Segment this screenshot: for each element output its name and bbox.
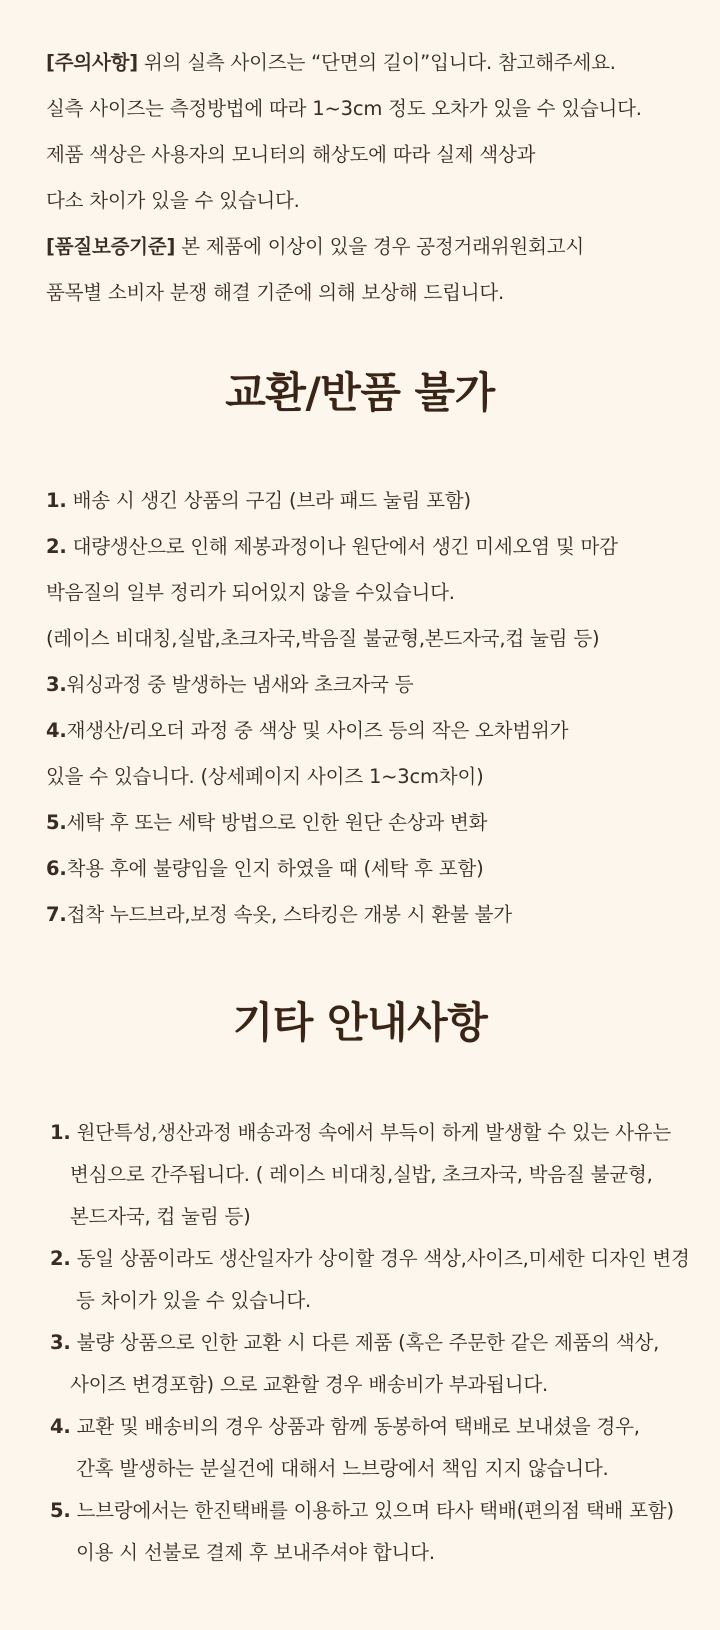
etc-item-5-line-2: 이용 시 선불로 결제 후 보내주셔야 합니다. <box>76 1541 435 1564</box>
etc-item-1-line-2: 변심으로 간주됩니다. ( 레이스 비대칭,실밥, 초크자국, 박음질 불균형, <box>70 1163 653 1186</box>
etc-item-2: 2. 동일 상품이라도 생산일자가 상이할 경우 색상,사이즈,미세한 디자인 변경 <box>50 1247 690 1270</box>
no-return-item-7: 7.접착 누드브라,보정 속옷, 스타킹은 개봉 시 환불 불가 <box>46 903 512 926</box>
no-return-item-2-line-2: 박음질의 일부 정리가 되어있지 않을 수있습니다. <box>46 581 455 604</box>
caution-label: [주의사항] <box>46 51 138 74</box>
etc-item-5: 5. 느브랑에서는 한진택배를 이용하고 있으며 타사 택배(편의점 택배 포함) <box>50 1499 674 1522</box>
etc-item-3: 3. 불량 상품으로 인한 교환 시 다른 제품 (혹은 주문한 같은 제품의 색상, <box>50 1331 660 1354</box>
etc-item-4-line-2: 간혹 발생하는 분실건에 대해서 느브랑에서 책임 지지 않습니다. <box>76 1457 609 1480</box>
caution-text: 위의 실측 사이즈는 “단면의 길이”입니다. 참고해주세요. <box>137 51 616 74</box>
etc-item-2-line-2: 등 차이가 있을 수 있습니다. <box>76 1289 311 1312</box>
no-return-item-4: 4.재생산/리오더 과정 중 색상 및 사이즈 등의 작은 오차범위가 <box>46 719 569 742</box>
notice-size-line: 실측 사이즈는 측정방법에 따라 1~3cm 정도 오차가 있을 수 있습니다. <box>46 97 642 120</box>
etc-item-1-line-3: 본드자국, 컵 눌림 등) <box>70 1205 251 1228</box>
no-return-item-4-line-2: 있을 수 있습니다. (상세페이지 사이즈 1~3cm차이) <box>46 765 484 788</box>
etc-item-4: 4. 교환 및 배송비의 경우 상품과 함께 동봉하여 택배로 보내셨을 경우, <box>50 1415 640 1438</box>
no-return-item-2: 2. 대량생산으로 인해 제봉과정이나 원단에서 생긴 미세오염 및 마감 <box>46 535 618 558</box>
no-return-item-2-line-3: (레이스 비대칭,실밥,초크자국,박음질 불균형,본드자국,컵 눌림 등) <box>46 627 600 650</box>
notice-quality-line-2: 품목별 소비자 분쟁 해결 기준에 의해 보상해 드립니다. <box>46 281 505 304</box>
quality-text: 본 제품에 이상이 있을 경우 공정거래위원회고시 <box>175 235 584 258</box>
no-return-item-6: 6.착용 후에 불량임을 인지 하였을 때 (세탁 후 포함) <box>46 857 484 880</box>
notice-color-line: 제품 색상은 사용자의 모니터의 해상도에 따라 실제 색상과 <box>46 143 536 166</box>
quality-label: [품질보증기준] <box>46 235 176 258</box>
etc-title: 기타 안내사항 <box>232 998 488 1047</box>
no-return-item-5: 5.세탁 후 또는 세탁 방법으로 인한 원단 손상과 변화 <box>46 811 488 834</box>
notice-quality-line <box>46 234 584 260</box>
etc-item-3-line-2: 사이즈 변경포함) 으로 교환할 경우 배송비가 부과됩니다. <box>70 1373 549 1396</box>
no-return-title: 교환/반품 불가 <box>225 368 495 417</box>
no-return-item-3: 3.워싱과정 중 발생하는 냄새와 초크자국 등 <box>46 673 414 696</box>
no-return-item-1: 1. 배송 시 생긴 상품의 구김 (브라 패드 눌림 포함) <box>46 489 471 512</box>
etc-item-1: 1. 원단특성,생산과정 배송과정 속에서 부득이 하게 발생할 수 있는 사유는 <box>50 1121 672 1144</box>
notice-color-line-2: 다소 차이가 있을 수 있습니다. <box>46 189 300 212</box>
notice-caution-line <box>46 50 616 76</box>
